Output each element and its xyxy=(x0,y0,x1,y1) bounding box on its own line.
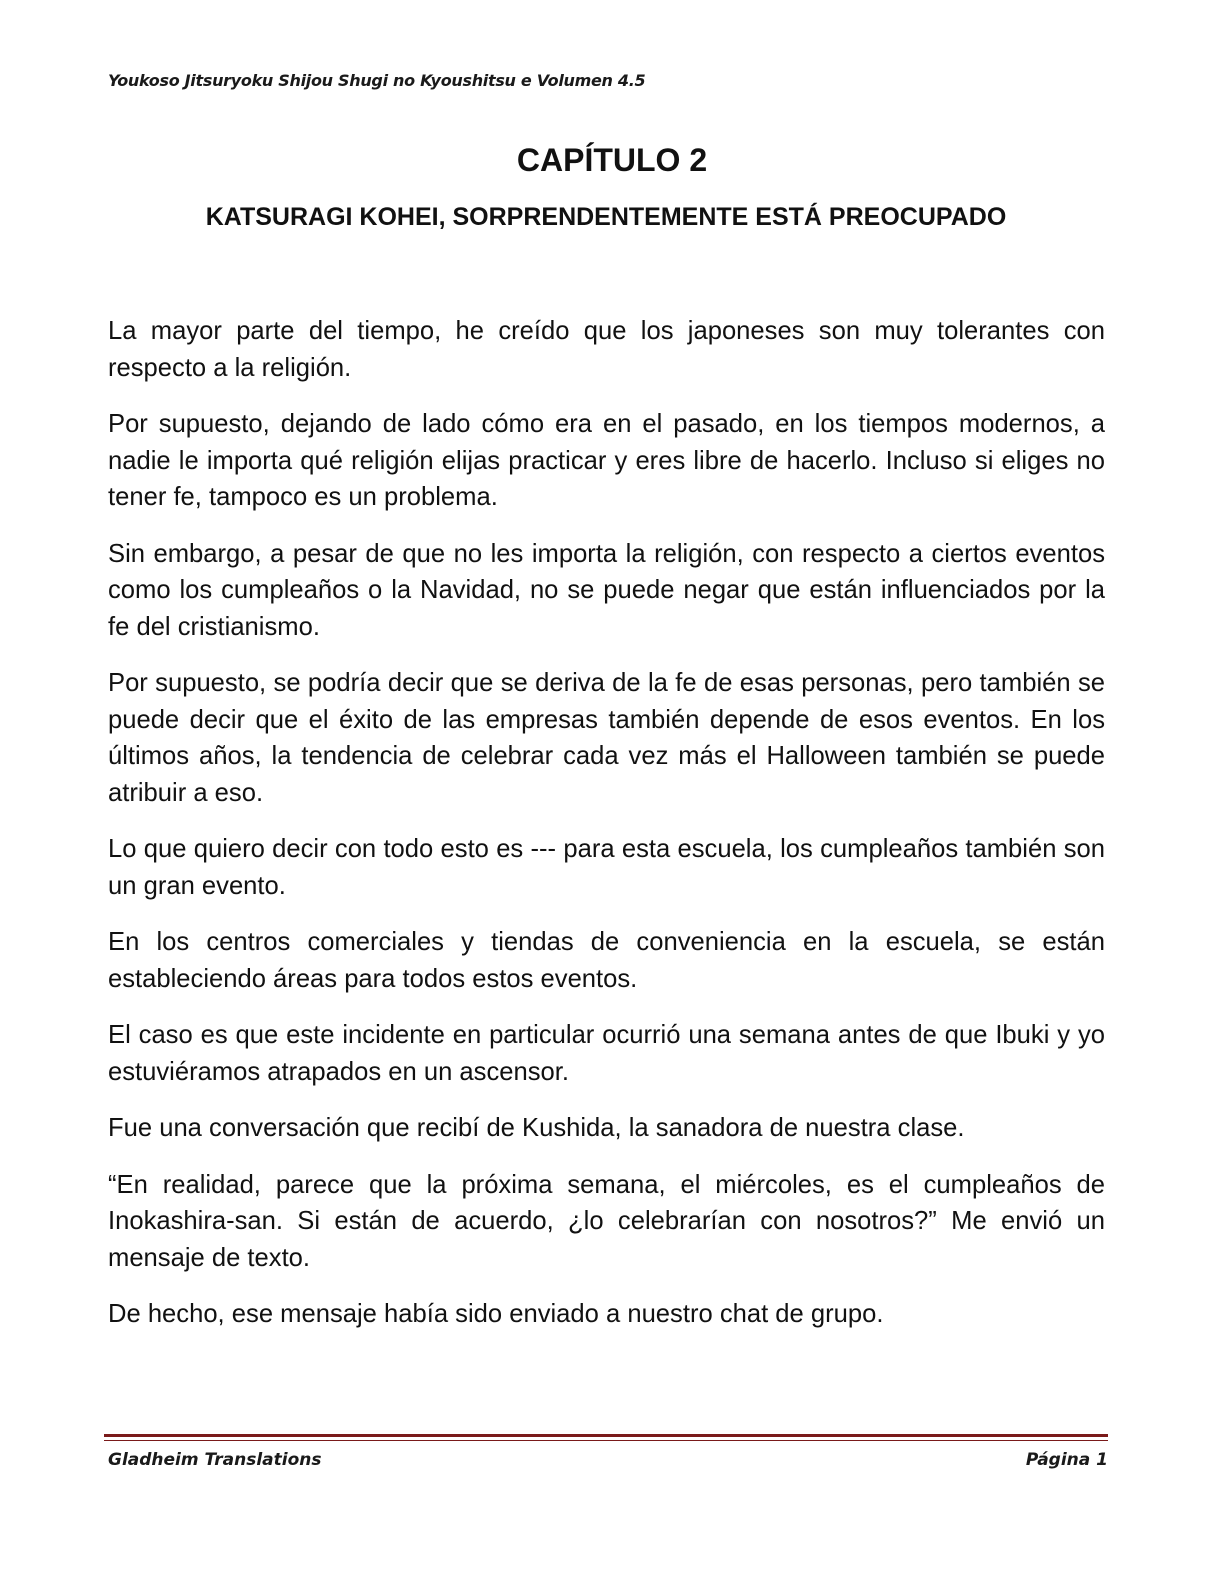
footer-divider-thin xyxy=(104,1440,1108,1441)
paragraph: Por supuesto, se podría decir que se deriva de la fe de esas personas, pero también se puede decir que el éxito de las empresas también depende de esos eventos. En los últimos años, la tendencia de celebrar cada vez más el Halloween también se puede atribuir a eso. xyxy=(108,669,1105,807)
footer-divider xyxy=(104,1434,1108,1437)
running-header: Youkoso Jitsuryoku Shijou Shugi no Kyoushitsu e Volumen 4.5 xyxy=(108,71,646,90)
paragraph: Lo que quiero decir con todo esto es --- para esta escuela, los cumpleaños también son un gran evento. xyxy=(108,835,1105,900)
paragraph: El caso es que este incidente en particular ocurrió una semana antes de que Ibuki y yo estuviéramos atrapados en un ascensor. xyxy=(108,1021,1105,1086)
paragraph: Por supuesto, dejando de lado cómo era en el pasado, en los tiempos modernos, a nadie le importa qué religión elijas practicar y eres libre de hacerlo. Incluso si eliges no tener fe, tampoco es un problema. xyxy=(108,410,1105,511)
paragraph: De hecho, ese mensaje había sido enviado a nuestro chat de grupo. xyxy=(108,1300,884,1328)
paragraph: La mayor parte del tiempo, he creído que los japoneses son muy tolerantes con respecto a la religión. xyxy=(108,317,1105,382)
paragraph: “En realidad, parece que la próxima semana, el miércoles, es el cumpleaños de Inokashira-san. Si están de acuerdo, ¿lo celebrarían con nosotros?” Me envió un mensaje de texto. xyxy=(108,1170,1105,1272)
body-text xyxy=(108,313,1105,1353)
footer-credit: Gladheim Translations xyxy=(108,1450,322,1470)
chapter-subtitle: KATSURAGI KOHEI, SORPRENDENTEMENTE ESTÁ PREOCUPADO xyxy=(205,203,1007,231)
page-number: Página 1 xyxy=(1025,1450,1108,1470)
paragraph: En los centros comerciales y tiendas de conveniencia en la escuela, se están estableciendo áreas para todos estos eventos. xyxy=(108,928,1105,993)
chapter-title: CAPÍTULO 2 xyxy=(516,142,708,178)
paragraph: Sin embargo, a pesar de que no les importa la religión, con respecto a ciertos eventos como los cumpleaños o la Navidad, no se puede negar que están influenciados por la fe del cristianismo. xyxy=(108,539,1105,641)
paragraph: Fue una conversación que recibí de Kushida, la sanadora de nuestra clase. xyxy=(108,1114,965,1142)
